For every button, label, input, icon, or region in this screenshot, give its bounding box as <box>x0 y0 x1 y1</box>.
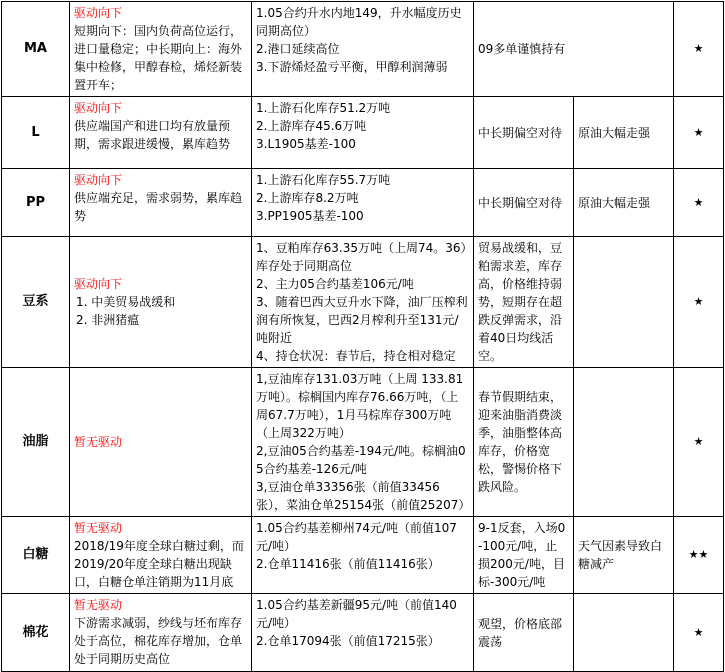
data-line: 4、持仓状况：春节后，持仓相对稳定 <box>256 349 456 363</box>
data-line: 1.上游石化库存55.7万吨 <box>256 173 391 187</box>
driver-text: 短期向下：国内负荷高位运行，进口量稳定；中长期向上：海外集中检修，甲醇春检，烯烃新装置开车； <box>74 24 243 92</box>
driver-label: 驱动向下 <box>74 101 123 115</box>
driver-cell <box>70 2 252 97</box>
data-cell <box>252 368 474 517</box>
data-line: 2.仓单17094张（前值17215张） <box>256 634 440 648</box>
strategy-cell: 中长期偏空对待 <box>474 169 574 237</box>
data-line: 3,豆油仓单33356张（前值33456张），菜油仓单25154张（前值25207） <box>256 480 471 512</box>
strategy-cell: 9-1反套，入场0-100元/吨，止损200元/吨，目标-300元/吨 <box>474 517 574 594</box>
data-cell <box>252 517 474 594</box>
risk-cell: 天气因素导致白糖减产 <box>574 517 674 594</box>
driver-text: 2018/19年度全球白糖过剩，而2019/20年度全球白糖出现缺口，白糖仓单注销期为11月底 <box>74 539 244 589</box>
product-name: 棉花 <box>2 594 70 672</box>
strategy-cell: 09多单谨慎持有 <box>474 2 674 97</box>
driver-cell <box>70 169 252 237</box>
data-line: 2,豆油05合约基差-194元/吨。棕榈油05合约基差-126元/吨 <box>256 444 466 476</box>
strategy-cell: 春节假期结束，迎来油脂消费淡季，油脂整体高库存，价格宽松，警惕价格下跌风险。 <box>474 368 574 517</box>
data-line: 1,豆油库存131.03万吨（上周 133.81万吨）。棕榈国内库存76.66万吨，（上周67.7万吨），1月马棕库存300万吨（上周322万吨） <box>256 372 464 440</box>
data-line: 3、随着巴西大豆升水下降，油厂压榨利润有所恢复，巴西2月榨利升至131元/吨附近 <box>256 295 468 345</box>
rating-stars: ★ <box>674 97 724 169</box>
driver-label: 暂无驱动 <box>74 435 123 449</box>
data-line: 3.下游烯烃盈亏平衡，甲醇利润薄弱 <box>256 60 448 74</box>
product-name: 油脂 <box>2 368 70 517</box>
data-line: 2.仓单11416张（前值11416张） <box>256 557 440 571</box>
data-line: 2.上游库存8.2万吨 <box>256 191 359 205</box>
data-line: 2.港口延续高位 <box>256 42 340 56</box>
strategy-cell: 贸易战缓和，豆粕需求差，库存高，价格维持弱势，短期存在超跌反弹需求，沿着40日均线活空。 <box>474 237 574 368</box>
data-line: 3.PP1905基差-100 <box>256 209 364 223</box>
table-row <box>2 97 724 169</box>
driver-label: 驱动向下 <box>74 173 123 187</box>
driver-text: 下游需求减弱，纱线与坯布库存处于高位，棉花库存增加，仓单处于同期历史高位 <box>74 616 243 666</box>
rating-stars: ★ <box>674 2 724 97</box>
data-cell <box>252 169 474 237</box>
rating-stars: ★ <box>674 169 724 237</box>
strategy-table <box>1 1 724 672</box>
strategy-cell: 中长期偏空对待 <box>474 97 574 169</box>
driver-text: 供应端充足，需求弱势，累库趋势 <box>74 191 243 223</box>
data-line: 1.05合约升水内地149，升水幅度历史同期高位） <box>256 6 462 38</box>
data-line: 1、豆粕库存63.35万吨（上周74。36）库存处于同期高位 <box>256 241 467 273</box>
data-line: 3.L1905基差-100 <box>256 137 356 151</box>
data-line: 1.05合约基差柳州74元/吨（前值107元/吨） <box>256 521 457 553</box>
data-cell <box>252 2 474 97</box>
risk-cell: 原油大幅走强 <box>574 169 674 237</box>
data-cell <box>252 594 474 672</box>
driver-label: 暂无驱动 <box>74 521 123 535</box>
table-row <box>2 517 724 594</box>
risk-cell <box>574 594 674 672</box>
driver-label: 驱动向下 <box>74 6 123 20</box>
driver-text: 供应端国产和进口均有放量预期，需求跟进缓慢，累库趋势 <box>74 119 231 151</box>
driver-label: 驱动向下 <box>74 277 123 291</box>
product-name: 白糖 <box>2 517 70 594</box>
table-row <box>2 169 724 237</box>
table-row <box>2 594 724 672</box>
table-row <box>2 237 724 368</box>
data-line: 2.上游库存45.6万吨 <box>256 119 367 133</box>
table-row <box>2 2 724 97</box>
risk-cell: 原油大幅走强 <box>574 97 674 169</box>
product-name: MA <box>2 2 70 97</box>
data-cell <box>252 97 474 169</box>
data-line: 1.05合约基差新疆95元/吨（前值140元/吨） <box>256 598 457 630</box>
product-name: PP <box>2 169 70 237</box>
driver-label: 暂无驱动 <box>74 598 123 612</box>
product-name: 豆系 <box>2 237 70 368</box>
rating-stars: ★ <box>674 594 724 672</box>
risk-cell <box>574 237 674 368</box>
driver-item: 2. 非洲猪瘟 <box>76 313 140 327</box>
driver-cell <box>70 97 252 169</box>
product-name: L <box>2 97 70 169</box>
strategy-cell: 观望，价格底部震荡 <box>474 594 574 672</box>
table-row <box>2 368 724 517</box>
driver-cell <box>70 237 252 368</box>
driver-cell <box>70 517 252 594</box>
data-cell <box>252 237 474 368</box>
rating-stars: ★ <box>674 368 724 517</box>
risk-cell <box>574 368 674 517</box>
driver-cell <box>70 594 252 672</box>
driver-item: 1. 中美贸易战缓和 <box>76 295 176 309</box>
rating-stars: ★ <box>674 237 724 368</box>
data-line: 2、主力05合约基差106元/吨 <box>256 277 414 291</box>
data-line: 1.上游石化库存51.2万吨 <box>256 101 391 115</box>
driver-cell <box>70 368 252 517</box>
rating-stars: ★★ <box>674 517 724 594</box>
